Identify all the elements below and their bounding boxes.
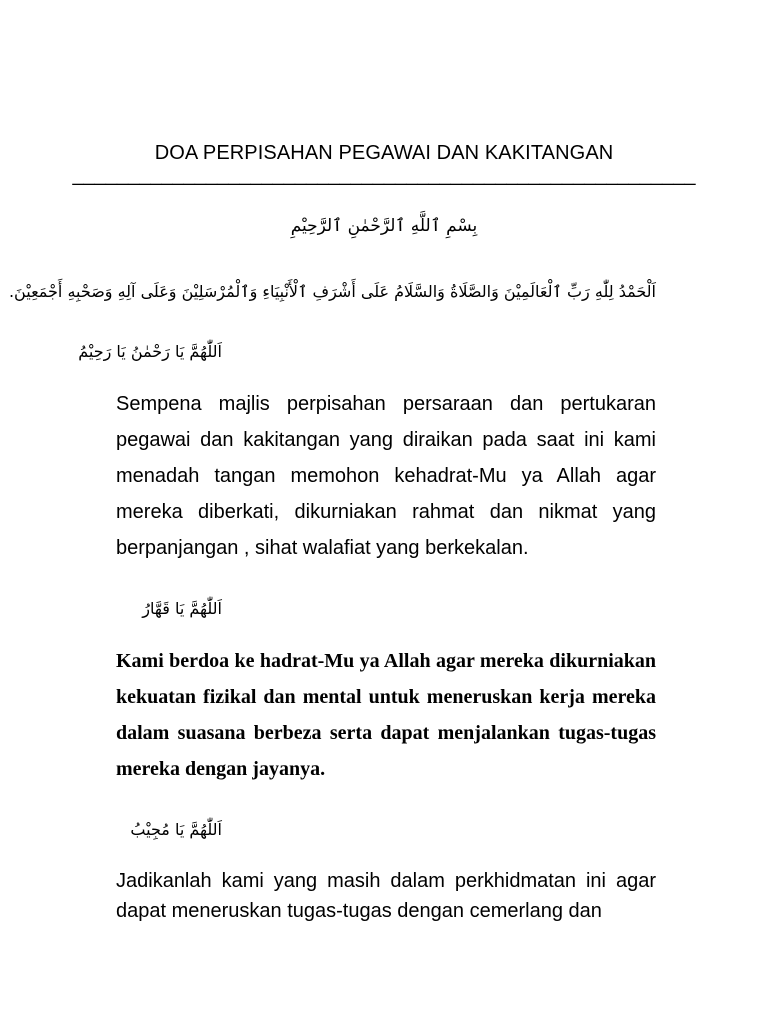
basmalah-text: بِسْمِ ٱللَّهِ ٱلرَّحْمٰنِ ٱلرَّحِيْمِ [290,216,478,236]
hamdalah-text: اَلْحَمْدُ لِلّٰهِ رَبِّ ٱلْعَالَمِيْنَ وَالصَّلَاةُ وَالسَّلَامُ عَلَى أَشْرَفِ ٱلْأَنْبِيَاءِ وَٱلْمُرْسَلِيْنَ وَعَلَى آلِهِ وَصَحْبِهِ أَجْمَعِيْنَ. [8,282,656,301]
prayer-paragraph-2: Kami berdoa ke hadrat-Mu ya Allah agar mereka dikurniakan kekuatan fizikal dan mental untuk meneruskan kerja mereka dalam suasana berbeza serta dapat menjalankan tugas-tugas mereka dengan jayanya. [116,650,656,780]
document-title: DOA PERPISAHAN PEGAWAI DAN KAKITANGAN [154,142,614,164]
prayer-paragraph-3: Jadikanlah kami yang masih dalam perkhidmatan ini agar dapat meneruskan tugas-tugas dengan cemerlang dan [116,870,656,922]
title-underline: ________________________________________________________ [72,164,696,186]
invocation-heading-1: اَللّٰهُمَّ يَا رَحْمٰنُ يَا رَحِيْمُ [78,342,222,361]
prayer-paragraph-1: Sempena majlis perpisahan persaraan dan pertukaran pegawai dan kakitangan yang diraikan pada saat ini kami menadah tangan memohon kehadrat-Mu ya Allah agar mereka diberkati, dikurniakan rahmat dan nikmat yang berpanjangan , sihat walafiat yang berkekalan. [116,393,656,559]
invocation-heading-3: اَللّٰهُمَّ يَا مُجِيْبُ [130,820,222,839]
invocation-heading-2: اَللّٰهُمَّ يَا قَهَّارُ [142,599,222,618]
